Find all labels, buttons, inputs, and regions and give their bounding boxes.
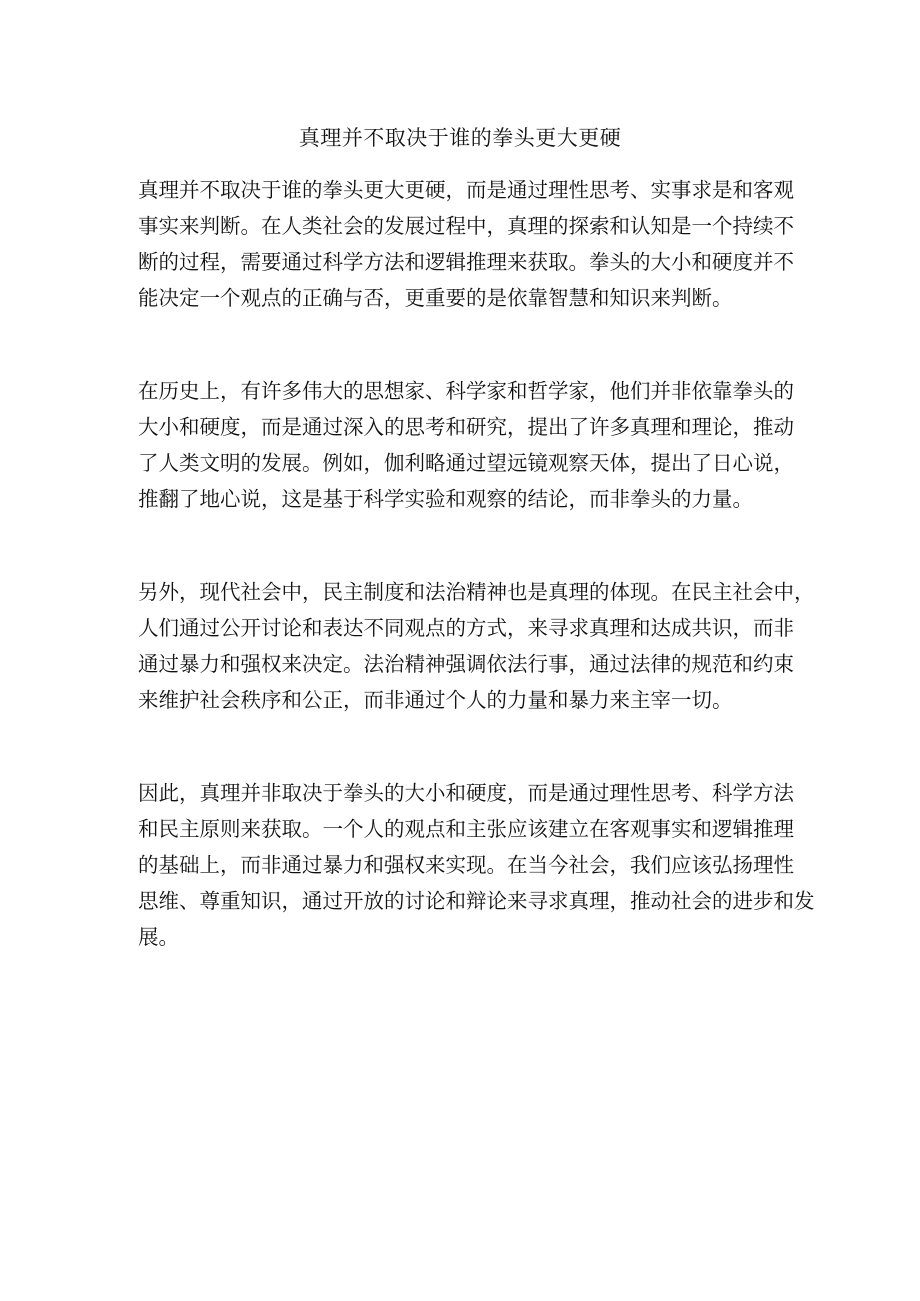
paragraph-4 <box>138 775 815 955</box>
text-line: 大小和硬度，而是通过深入的思考和研究，提出了许多真理和理论，推动 <box>138 415 794 439</box>
text-line: 思维、尊重知识，通过开放的讨论和辩论来寻求真理，推动社会的进步和发 <box>138 889 815 913</box>
text-line: 来维护社会秩序和公正，而非通过个人的力量和暴力来主宰一切。 <box>138 688 733 712</box>
text-line: 能决定一个观点的正确与否，更重要的是依靠智慧和知识来判断。 <box>138 286 733 310</box>
text-line: 另外，现代社会中，民主制度和法治精神也是真理的体现。在民主社会中， <box>138 580 815 604</box>
text-line: 了人类文明的发展。例如，伽利略通过望远镜观察天体，提出了日心说， <box>138 451 794 475</box>
text-line: 推翻了地心说，这是基于科学实验和观察的结论，而非拳头的力量。 <box>138 487 753 511</box>
text-line: 和民主原则来获取。一个人的观点和主张应该建立在客观事实和逻辑推理 <box>138 817 794 841</box>
text-line: 在历史上，有许多伟大的思想家、科学家和哲学家，他们并非依靠拳头的 <box>138 379 794 403</box>
text-line: 断的过程，需要通过科学方法和逻辑推理来获取。拳头的大小和硬度并不 <box>138 250 794 274</box>
document-title: 真理并不取决于谁的拳头更大更硬 <box>298 126 622 150</box>
text-line: 真理并不取决于谁的拳头更大更硬，而是通过理性思考、实事求是和客观 <box>138 178 794 202</box>
text-line: 事实来判断。在人类社会的发展过程中，真理的探索和认知是一个持续不 <box>138 214 794 238</box>
text-line: 人们通过公开讨论和表达不同观点的方式，来寻求真理和达成共识，而非 <box>138 616 794 640</box>
paragraph-1 <box>138 172 794 316</box>
paragraph-3 <box>138 574 815 718</box>
text-line: 通过暴力和强权来决定。法治精神强调依法行事，通过法律的规范和约束 <box>138 652 794 676</box>
text-line: 的基础上，而非通过暴力和强权来实现。在当今社会，我们应该弘扬理性 <box>138 853 794 877</box>
text-line: 因此，真理并非取决于拳头的大小和硬度，而是通过理性思考、科学方法 <box>138 781 794 805</box>
paragraph-2 <box>138 373 794 517</box>
text-line: 展。 <box>138 925 179 949</box>
